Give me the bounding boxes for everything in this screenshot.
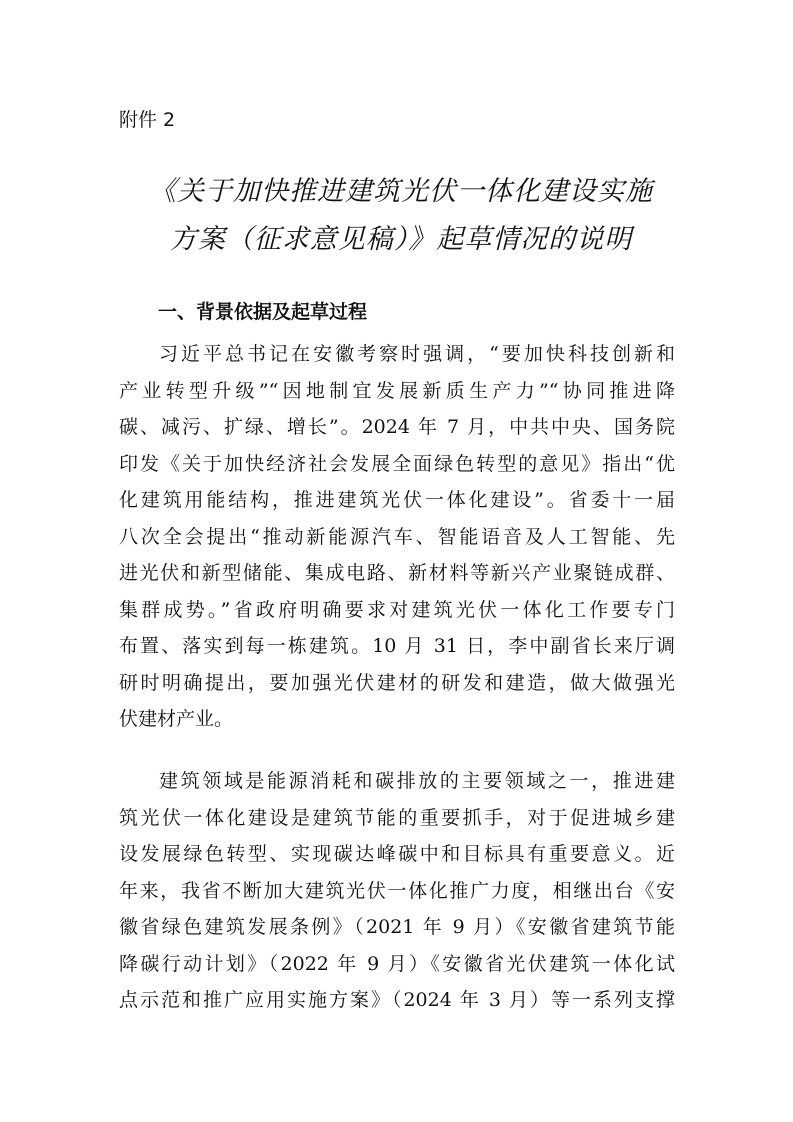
paragraph-building-sector (119, 763, 675, 1019)
paragraph-line: 集群成势。”省政府明确要求对建筑光伏一体化工作要专门 (119, 598, 675, 621)
paragraph-line: 研时明确提出，要加强光伏建材的研发和建造，做大做强光 (119, 671, 675, 694)
title-line-2: 方案（征求意见稿）》起草情况的说明 (169, 224, 633, 255)
paragraph-line: 化建筑用能结构，推进建筑光伏一体化建设”。省委十一届 (119, 489, 675, 511)
paragraph-line: 进光伏和新型储能、集成电路、新材料等新兴产业聚链成群、 (119, 562, 675, 584)
paragraph-line: 产业转型升级”“因地制宜发展新质生产力”“协同推进降 (119, 379, 675, 402)
paragraph-line: 点示范和推广应用实施方案》（2024 年 3 月）等一系列支撑 (119, 989, 675, 1011)
paragraph-line: 碳、减污、扩绿、增长”。2024 年 7 月，中共中央、国务院 (119, 416, 675, 438)
title-line-1: 《关于加快推进建筑光伏一体化建设实施 (149, 176, 653, 207)
paragraph-line: 年来，我省不断加大建筑光伏一体化推广力度，相继出台《安 (119, 879, 675, 902)
paragraph-line: 八次全会提出“推动新能源汽车、智能语音及人工智能、先 (119, 525, 675, 548)
section-heading: 一、背景依据及起草过程 (158, 301, 368, 323)
paragraph-line: 建筑领域是能源消耗和碳排放的主要领域之一，推进建 (159, 770, 675, 792)
paragraph-line: 筑光伏一体化建设是建筑节能的重要抓手，对于促进城乡建 (119, 806, 675, 829)
paragraph-background (119, 336, 675, 738)
attachment-label: 附件 2 (119, 109, 176, 131)
document-title (118, 168, 684, 264)
paragraph-line: 徽省绿色建筑发展条例》（2021 年 9 月）《安徽省建筑节能 (119, 916, 675, 938)
paragraph-line: 伏建材产业。 (119, 708, 234, 730)
paragraph-line: 印发《关于加快经济社会发展全面绿色转型的意见》指出“优 (119, 452, 675, 475)
paragraph-line: 习近平总书记在安徽考察时强调，“要加快科技创新和 (159, 343, 675, 365)
paragraph-line: 设发展绿色转型、实现碳达峰碳中和目标具有重要意义。近 (119, 843, 675, 865)
paragraph-line: 布置、落实到每一栋建筑。10 月 31 日，李中副省长来厅调 (119, 635, 675, 657)
paragraph-line: 降碳行动计划》（2022 年 9 月）《安徽省光伏建筑一体化试 (119, 952, 675, 975)
